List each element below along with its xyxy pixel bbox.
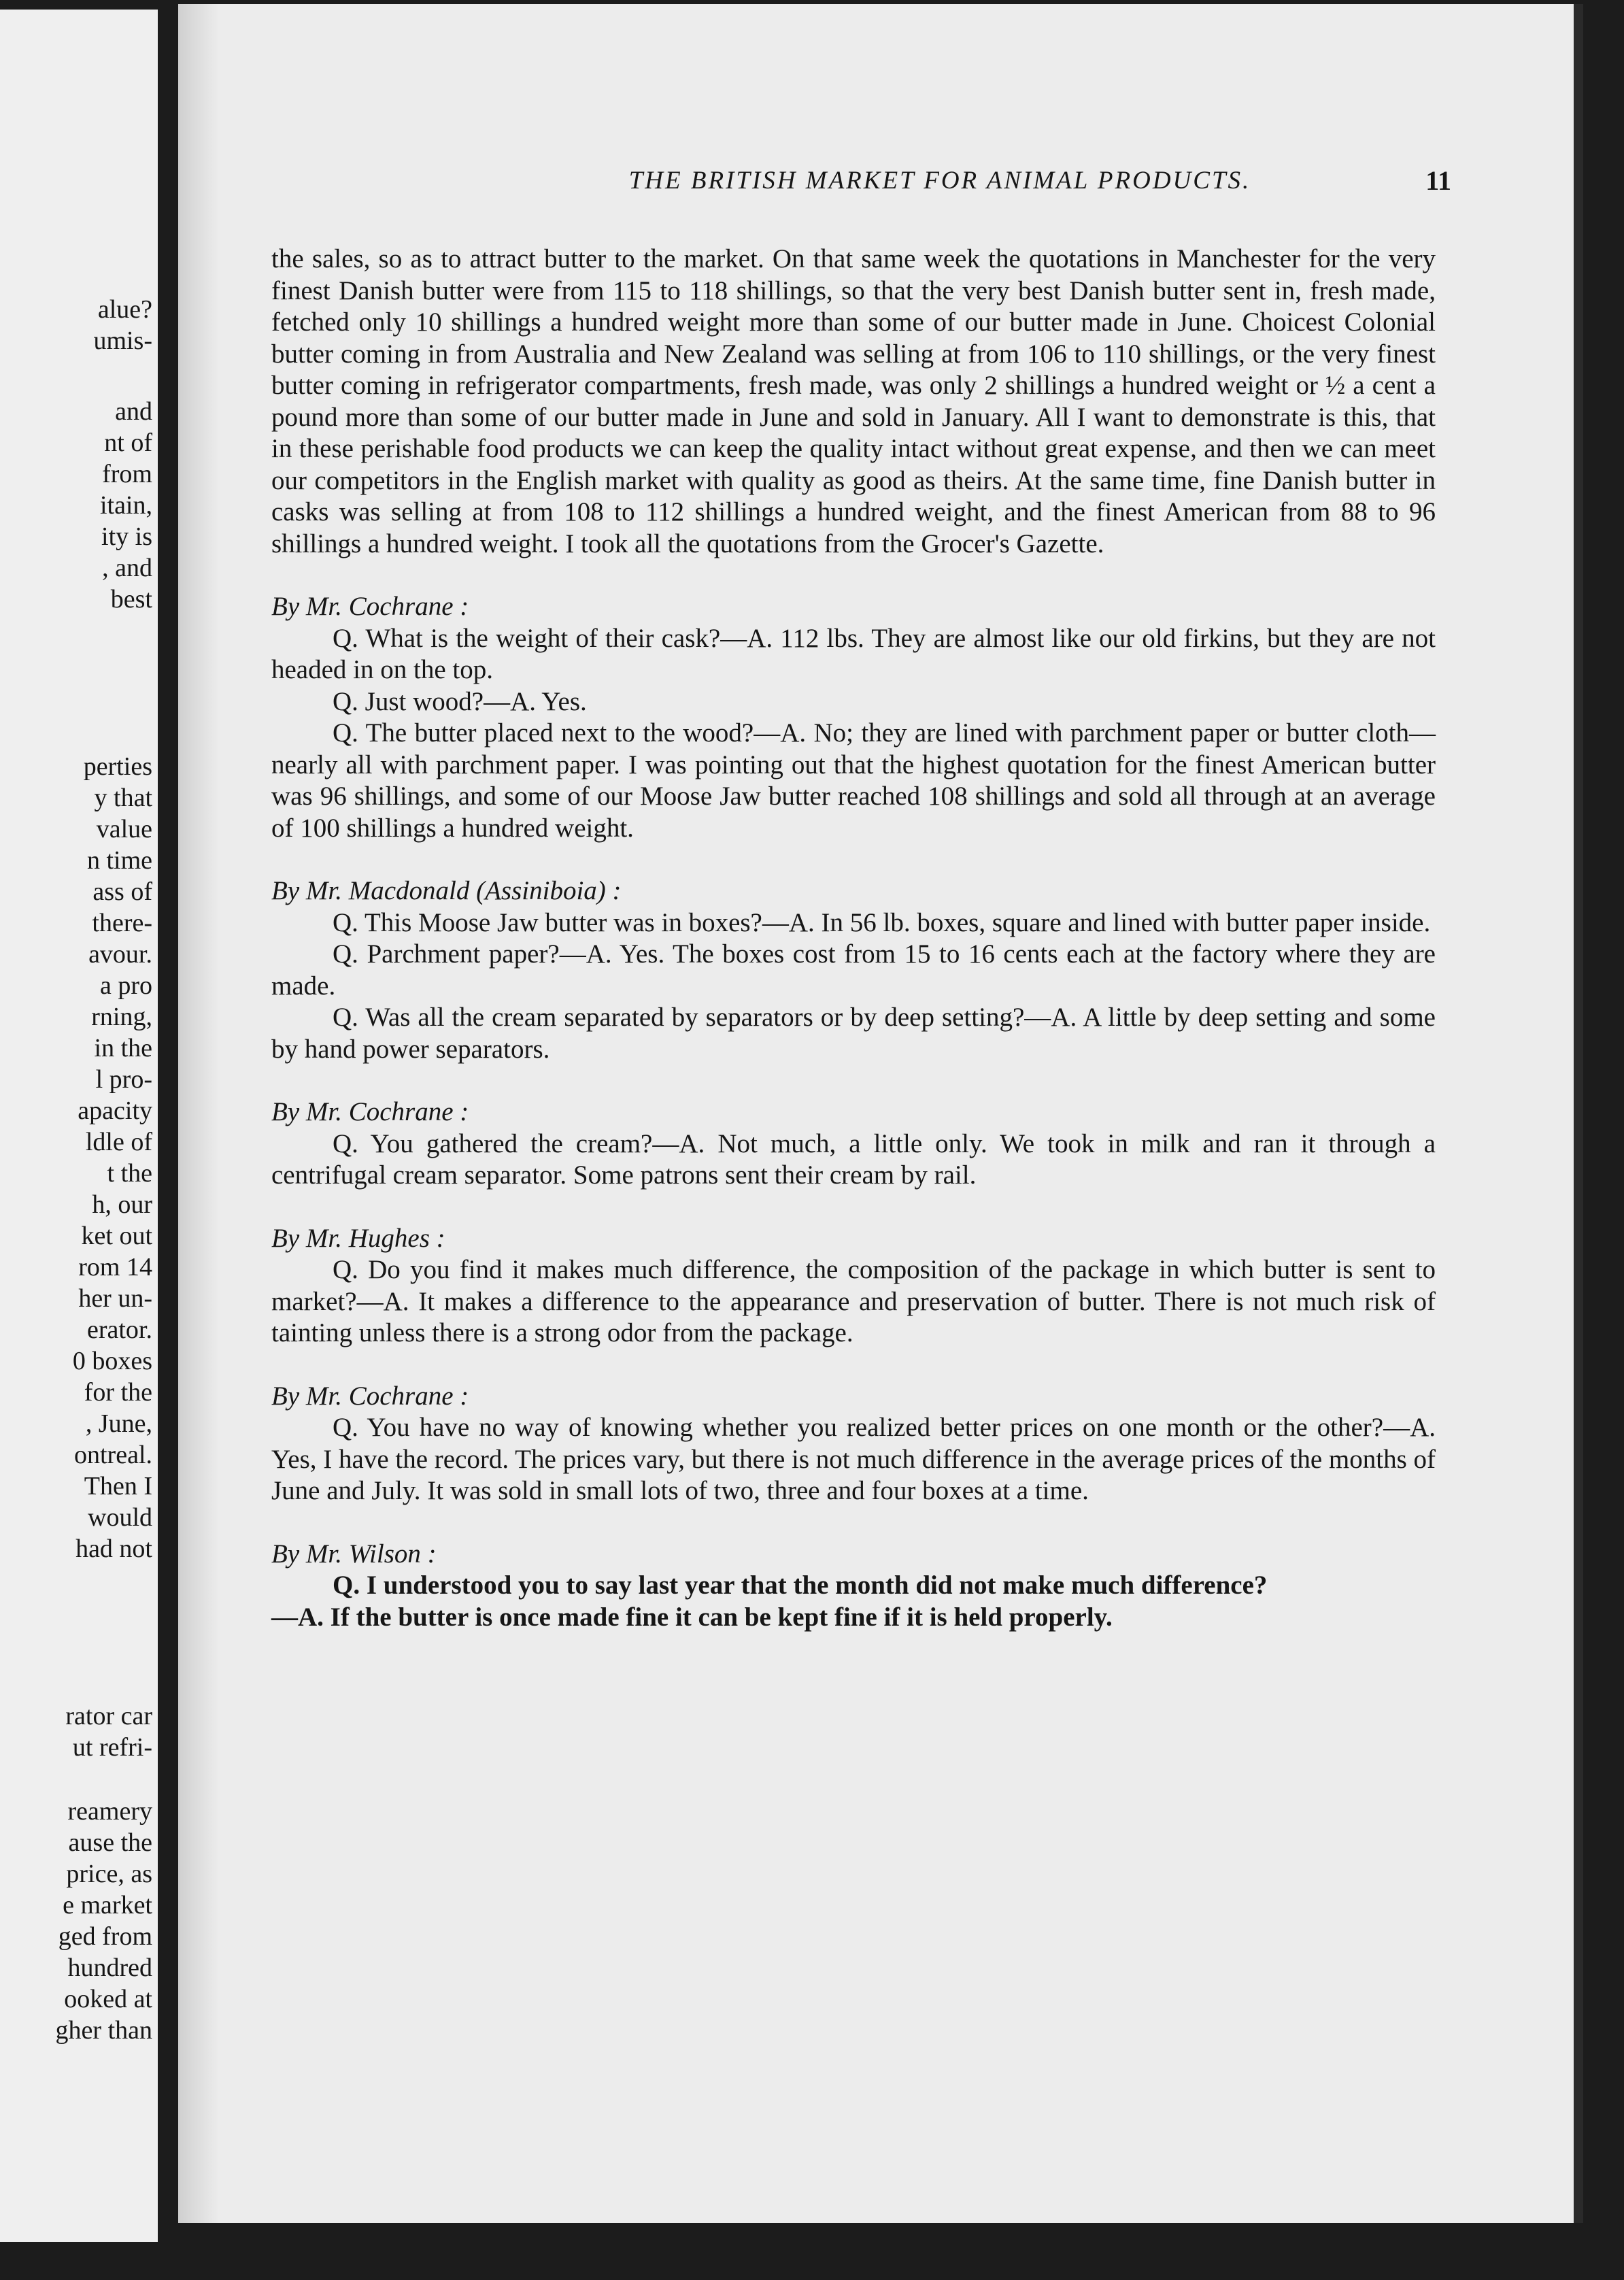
gutter-shadow [178, 4, 219, 2223]
facing-page-fragment: erator. [86, 1315, 152, 1344]
qa-paragraph: Q. Parchment paper?—A. Yes. The boxes cost from 15 to 16 cents each at the factory where they are made. [271, 939, 1436, 1001]
facing-page-fragment: price, as [66, 1860, 152, 1888]
speaker-heading: By Mr. Cochrane : [271, 1381, 469, 1411]
facing-page-fragment: ause the [68, 1828, 152, 1857]
facing-page-fragment: ontreal. [73, 1441, 152, 1469]
facing-page-fragment: in the [94, 1034, 152, 1062]
running-head: THE BRITISH MARKET FOR ANIMAL PRODUCTS. [628, 167, 1251, 195]
qa-paragraph: Q. I understood you to say last year that the month did not make much difference? [333, 1571, 1268, 1600]
facing-page-fragment: would [88, 1503, 152, 1532]
qa-paragraph: Q. Just wood?—A. Yes. [333, 686, 587, 716]
speaker-heading: By Mr. Hughes : [271, 1223, 445, 1253]
facing-page-fragment: e market [63, 1891, 152, 1919]
facing-page-fragment: a pro [99, 971, 152, 1000]
facing-page-fragment: nt of [104, 429, 152, 457]
speaker-heading: By Mr. Wilson : [271, 1539, 437, 1569]
facing-page-fragment: from [102, 460, 152, 488]
facing-page-fragment: rom 14 [78, 1253, 152, 1281]
facing-page-fragment: gher than [55, 2016, 152, 2045]
qa-paragraph: Q. Do you find it makes much difference, the composition of the package in which butter is sent to market?—A. It makes a difference to the appearance and preservation of butter. There is not much risk of tainting unless there is a strong odor from the package. [271, 1255, 1436, 1347]
facing-page-fragment: , and [102, 554, 152, 582]
page-edge [1574, 4, 1583, 2223]
qa-paragraph: Q. You have no way of knowing whether you realized better prices on one month or the other?—A. Yes, I have the record. The prices vary, but there is not much difference in the average prices of the months of June and July. It was sold in small lots of two, three and four boxes at a time. [271, 1413, 1436, 1505]
facing-page-fragment: had not [75, 1535, 152, 1563]
qa-paragraph: Q. This Moose Jaw butter was in boxes?—A. In 56 lb. boxes, square and lined with butter paper inside. [333, 907, 1431, 937]
speaker-heading: By Mr. Macdonald (Assiniboia) : [271, 876, 622, 905]
facing-page-fragment: ass of [92, 877, 152, 906]
facing-page-fragment: there- [92, 909, 152, 937]
facing-page-fragment: value [96, 815, 152, 843]
facing-page-fragment: 0 boxes [72, 1347, 152, 1375]
facing-page-fragment: h, our [92, 1190, 152, 1219]
facing-page-fragment: ged from [58, 1922, 152, 1951]
speaker-heading: By Mr. Cochrane : [271, 1097, 469, 1126]
page-number: 11 [1425, 165, 1451, 196]
qa-paragraph: Q. The butter placed next to the wood?—A. No; they are lined with parchment paper or butter cloth—nearly all with parchment paper. I was pointing out that the highest quotation for the finest American butter was 96 shillings, and some of our Moose Jaw butter reached 108 shillings and sold all through at an average of 100 shillings a hundred weight. [271, 718, 1436, 843]
facing-page [0, 10, 158, 2242]
qa-paragraph: —A. If the butter is once made fine it can be kept fine if it is held properly. [271, 1602, 1113, 1632]
facing-page-fragment: apacity [78, 1096, 152, 1125]
facing-page-fragment: best [110, 585, 152, 614]
facing-page-fragment: hundred [67, 1954, 152, 1982]
facing-page-fragment: ket out [81, 1222, 152, 1250]
facing-page-fragment: rator car [65, 1702, 152, 1730]
facing-page-fragment: itain, [99, 491, 152, 520]
facing-page-fragment: umis- [93, 326, 152, 355]
facing-page-fragment: y that [94, 784, 152, 812]
page [178, 4, 1583, 2223]
scan-border [0, 2242, 1624, 2280]
facing-page-fragment: alue? [97, 295, 152, 324]
facing-page-fragment: for the [84, 1378, 152, 1407]
facing-page-fragment: n time [86, 846, 152, 875]
facing-page-fragment: ooked at [64, 1985, 152, 2013]
facing-page-fragment: ity is [101, 522, 152, 551]
qa-paragraph: Q. You gathered the cream?—A. Not much, a little only. We took in milk and ran it through a centrifugal cream separator. Some patrons sent their cream by rail. [271, 1128, 1436, 1190]
facing-page-fragment: , June, [85, 1409, 152, 1438]
body-text [271, 244, 1436, 1633]
facing-page-fragment: t the [107, 1159, 152, 1188]
facing-page-fragment: l pro- [95, 1065, 152, 1094]
facing-page-fragment: and [115, 397, 152, 426]
speaker-heading: By Mr. Cochrane : [271, 592, 469, 621]
facing-page-fragment: ldle of [85, 1128, 152, 1156]
facing-page-fragment: her un- [78, 1284, 152, 1313]
facing-page-fragment: reamery [67, 1797, 152, 1826]
facing-page-fragment: perties [83, 752, 152, 781]
qa-paragraph: Q. What is the weight of their cask?—A. 112 lbs. They are almost like our old firkins, but they are not headed in on the top. [271, 623, 1436, 684]
facing-page-fragment: ut refri- [72, 1733, 152, 1762]
facing-page-fragment: Then I [84, 1472, 152, 1501]
facing-page-fragment: avour. [88, 940, 152, 969]
qa-paragraph: Q. Was all the cream separated by separators or by deep setting?—A. A little by deep setting and some by hand power separators. [271, 1003, 1436, 1064]
intro-paragraph: the sales, so as to attract butter to the market. On that same week the quotations in Manchester for the very finest Danish butter were from 115 to 118 shillings, so that the very best Danish butter sent in, fresh made, fetched only 10 shillings a hundred weight more than some of our butter made in June. Choicest Colonial butter coming in from Australia and New Zealand was selling at from 106 to 110 shillings, or the very finest butter coming in refrigerator compartments, fresh made, was only 2 shillings a hundred weight or ½ a cent a pound more than some of our butter made in June and sold in January. All I want to demonstrate is this, that in these perishable food products we can keep the quality intact without great expense, and then we can meet our competitors in the English market with quality as good as theirs. At the same time, fine Danish butter in casks was selling at from 108 to 112 shillings a hundred weight, and the finest American from 88 to 96 shillings a hundred weight. I took all the quotations from the Grocer's Gazette. [271, 244, 1436, 558]
facing-page-fragment: rning, [91, 1003, 152, 1031]
